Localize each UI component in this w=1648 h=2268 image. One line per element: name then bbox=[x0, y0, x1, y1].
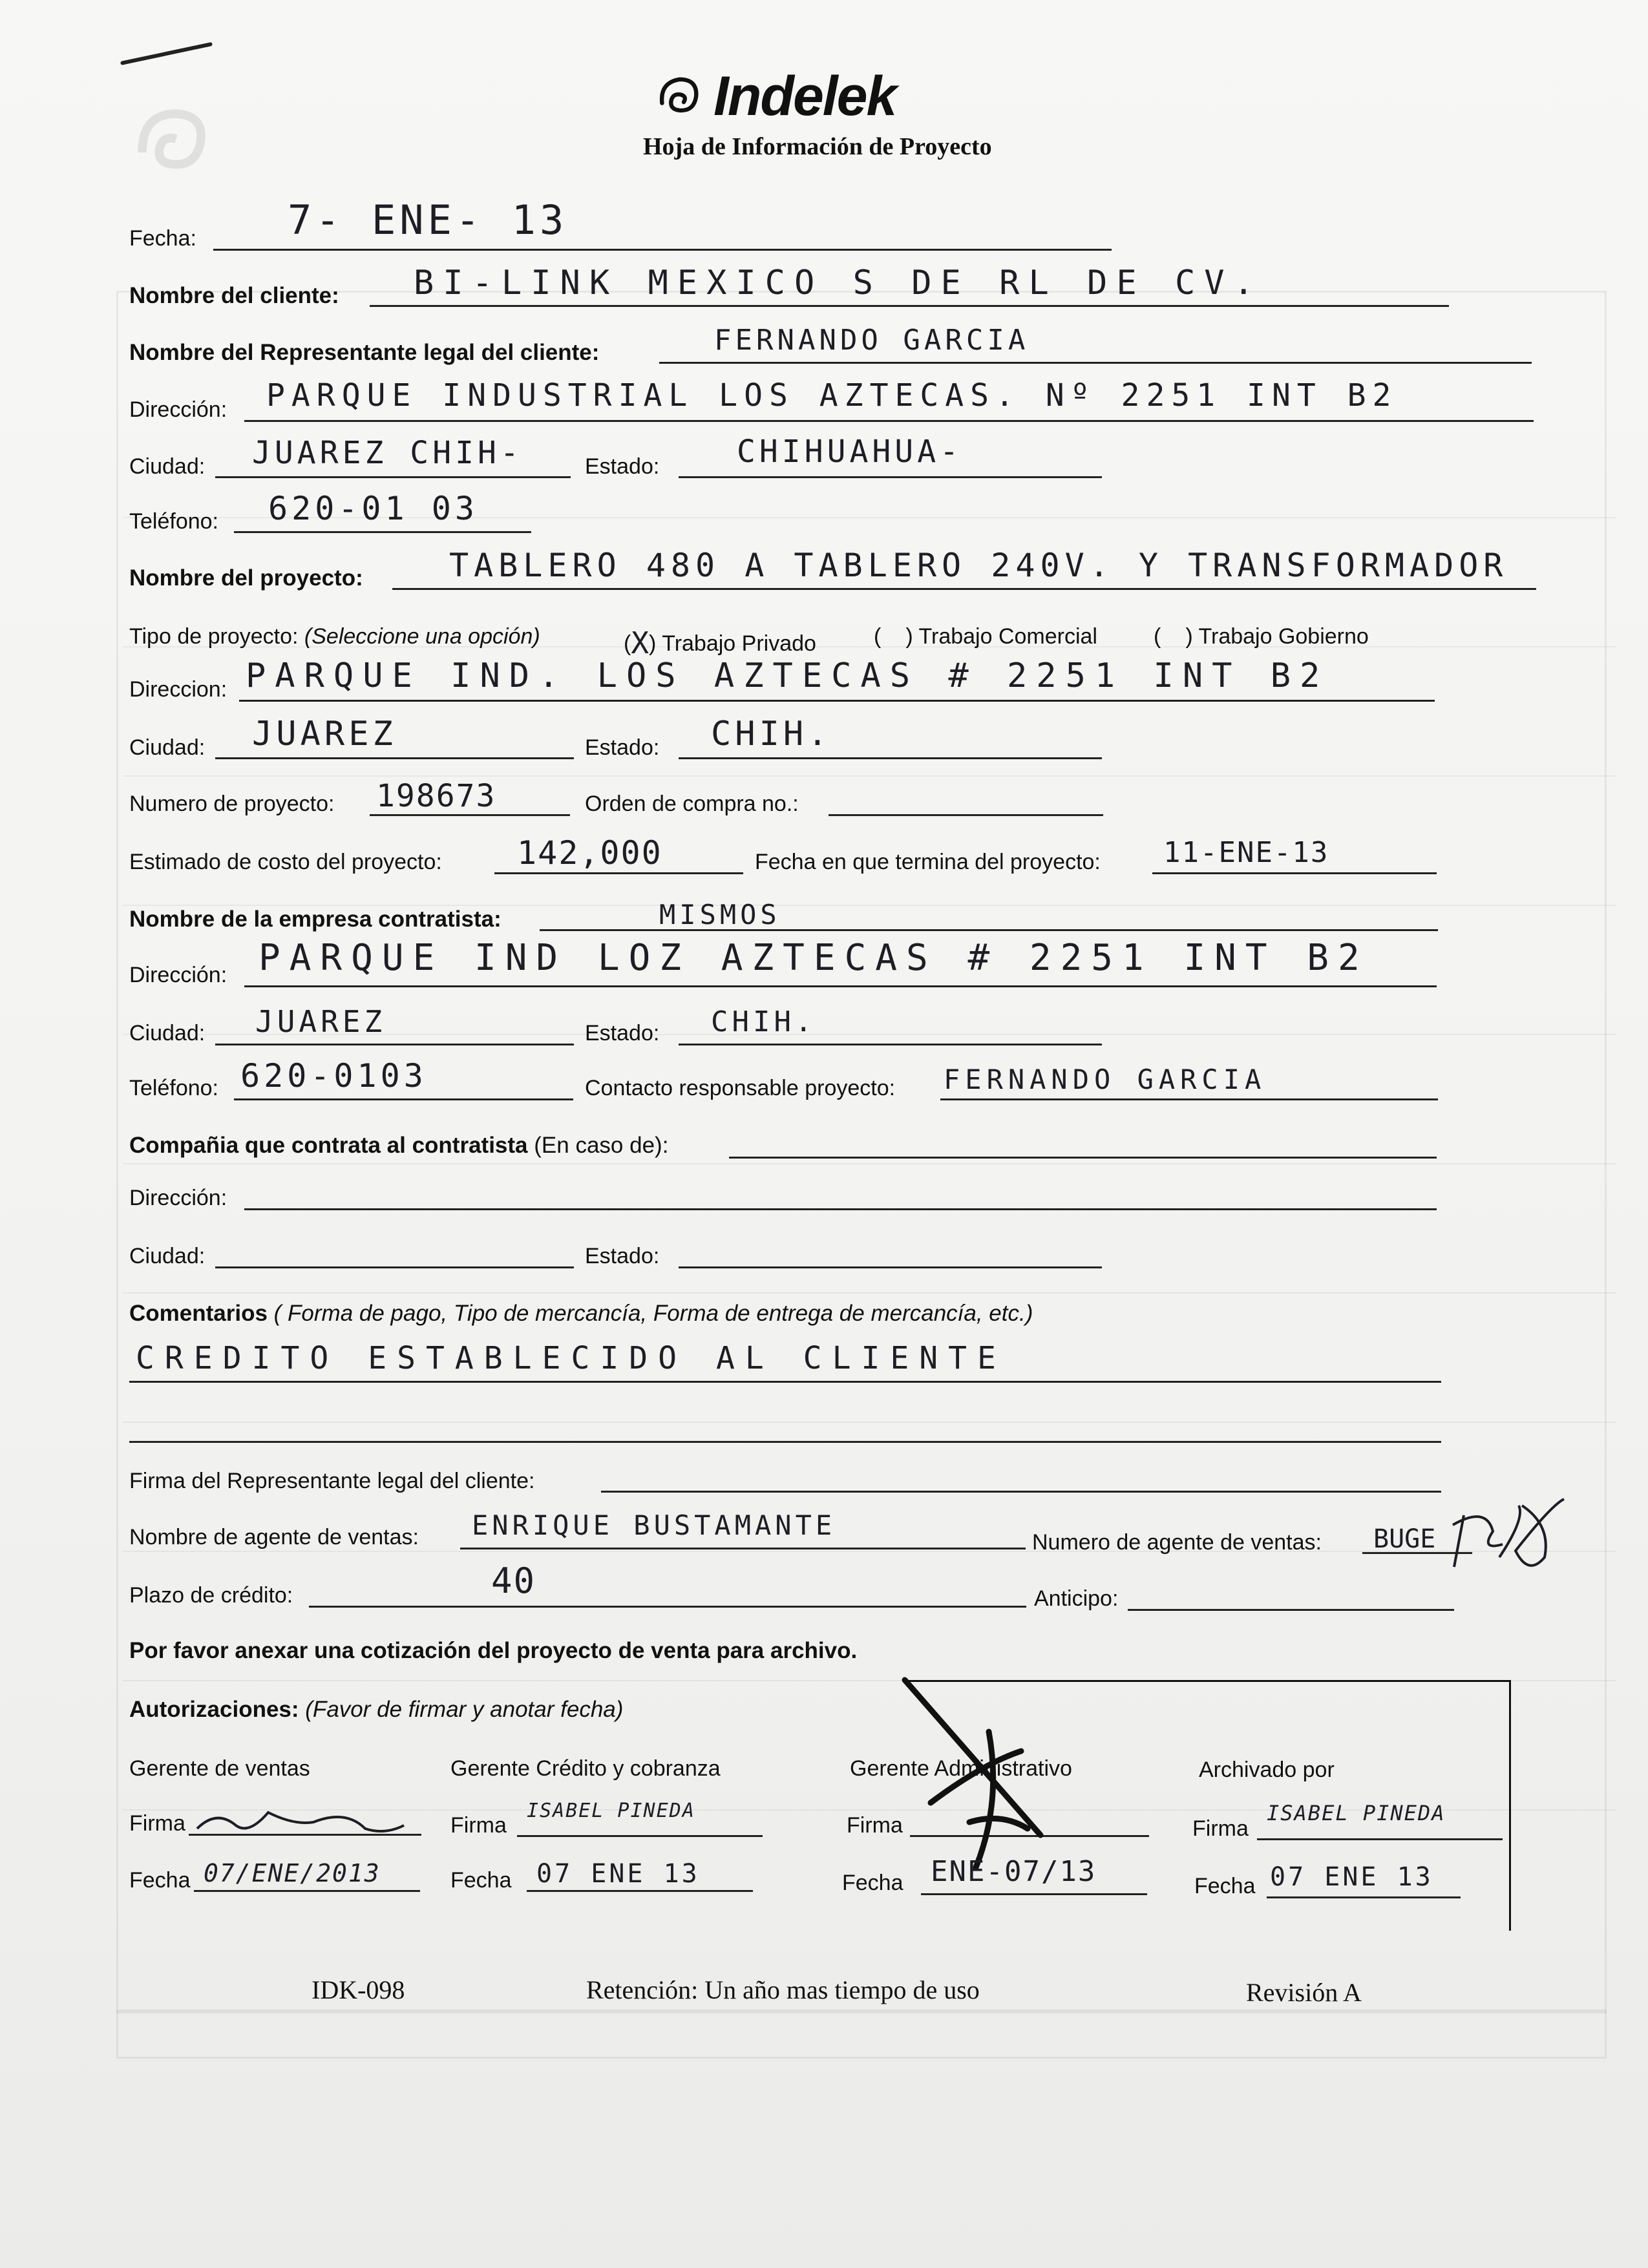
retention-note: Retención: Un año mas tiempo de uso bbox=[586, 1975, 980, 2004]
proyecto-ciudad-label: Ciudad: bbox=[129, 735, 206, 760]
indelek-swirl-icon bbox=[653, 71, 704, 123]
compania-estado-line[interactable] bbox=[679, 1266, 1102, 1268]
firma-archivado-label: Firma bbox=[1192, 1816, 1249, 1841]
contacto-value[interactable]: FERNANDO GARCIA bbox=[944, 1064, 1267, 1095]
estado-label: Estado: bbox=[585, 454, 660, 479]
gerente-ventas-label: Gerente de ventas bbox=[129, 1756, 310, 1781]
contratista-label: Nombre de la empresa contratista: bbox=[129, 907, 502, 932]
logo-text: Indelek bbox=[713, 65, 896, 127]
firma-representante-label: Firma del Representante legal del cliente: bbox=[129, 1469, 535, 1493]
contratista-telefono-line bbox=[234, 1098, 573, 1100]
plazo-value[interactable]: 40 bbox=[491, 1560, 536, 1601]
svg-text:BUGE: BUGE bbox=[1373, 1524, 1436, 1554]
firma-credito-line bbox=[517, 1835, 763, 1837]
contratista-direccion-line bbox=[244, 985, 1437, 987]
costo-label: Estimado de costo del proyecto: bbox=[129, 850, 442, 874]
cliente-line bbox=[370, 305, 1449, 307]
agente-signature bbox=[1357, 1480, 1570, 1590]
contacto-line bbox=[940, 1098, 1438, 1100]
fecha-credito-label: Fecha bbox=[450, 1868, 512, 1893]
firma-archivado-line bbox=[1257, 1838, 1503, 1840]
fecha-archivado-line bbox=[1267, 1896, 1461, 1898]
firma-credito-value[interactable]: ISABEL PINEDA bbox=[527, 1800, 695, 1822]
proyecto-label: Nombre del proyecto: bbox=[129, 565, 363, 591]
numero-agente-label: Numero de agente de ventas: bbox=[1032, 1530, 1322, 1555]
ciudad-line bbox=[215, 476, 571, 478]
direccion-label: Dirección: bbox=[129, 397, 227, 422]
tipo-option-gobierno[interactable]: ( ) Trabajo Gobierno bbox=[1154, 624, 1369, 649]
agente-label: Nombre de agente de ventas: bbox=[129, 1525, 419, 1549]
proyecto-direccion-line bbox=[239, 700, 1435, 702]
revision-label: Revisión A bbox=[1246, 1978, 1362, 2007]
anticipo-line[interactable] bbox=[1128, 1609, 1454, 1611]
contratista-estado-line bbox=[679, 1044, 1102, 1045]
fecha-credito-value[interactable]: 07 ENE 13 bbox=[536, 1859, 700, 1889]
estado-line bbox=[679, 476, 1102, 478]
proyecto-line bbox=[392, 588, 1536, 590]
direccion-value[interactable]: PARQUE INDUSTRIAL LOS AZTECAS. Nº 2251 INT B2 bbox=[266, 377, 1398, 414]
fecha-ventas-value[interactable]: 07/ENE/2013 bbox=[204, 1859, 381, 1887]
autorizaciones-label: Autorizaciones: (Favor de firmar y anotar fecha) bbox=[129, 1697, 624, 1722]
contratista-direccion-value[interactable]: PARQUE IND LOZ AZTECAS # 2251 INT B2 bbox=[259, 937, 1369, 979]
form-title: Hoja de Información de Proyecto bbox=[643, 133, 992, 160]
representante-label: Nombre del Representante legal del cliente: bbox=[129, 340, 600, 365]
fecha-administrativo-line bbox=[921, 1893, 1147, 1895]
telefono-value[interactable]: 620-01 03 bbox=[268, 490, 478, 527]
fecha-line bbox=[213, 249, 1112, 251]
contratista-ciudad-label: Ciudad: bbox=[129, 1021, 206, 1045]
comentarios-line-2[interactable] bbox=[129, 1441, 1441, 1443]
termina-value[interactable]: 11-ENE-13 bbox=[1163, 836, 1329, 869]
bleed-through-logo bbox=[123, 71, 226, 198]
bleed-through-footer-box bbox=[116, 2010, 1607, 2059]
proyecto-ciudad-line bbox=[215, 757, 574, 759]
contratista-value[interactable]: MISMOS bbox=[659, 899, 781, 930]
tipo-option-comercial[interactable]: ( ) Trabajo Comercial bbox=[874, 624, 1097, 649]
representante-line bbox=[659, 362, 1532, 364]
pen-stroke-mark bbox=[120, 42, 213, 65]
compania-estado-label: Estado: bbox=[585, 1244, 660, 1268]
representante-value[interactable]: FERNANDO GARCIA bbox=[714, 324, 1030, 357]
indelek-logo bbox=[653, 65, 896, 129]
fecha-archivado-label: Fecha bbox=[1194, 1874, 1256, 1898]
tipo-label: Tipo de proyecto: (Seleccione una opción) bbox=[129, 624, 540, 649]
costo-line bbox=[494, 872, 743, 874]
contacto-label: Contacto responsable proyecto: bbox=[585, 1076, 896, 1100]
termina-line bbox=[1152, 872, 1437, 874]
ciudad-value[interactable]: JUAREZ CHIH- bbox=[252, 435, 523, 471]
firma-representante-line[interactable] bbox=[601, 1491, 1441, 1493]
anticipo-label: Anticipo: bbox=[1034, 1586, 1119, 1611]
costo-value[interactable]: 142,000 bbox=[517, 834, 662, 872]
compania-label: Compañia que contrata al contratista (En caso de): bbox=[129, 1133, 669, 1158]
contratista-telefono-label: Teléfono: bbox=[129, 1076, 218, 1100]
fecha-ventas-line bbox=[194, 1890, 420, 1892]
agente-line bbox=[460, 1548, 1026, 1549]
contratista-ciudad-line bbox=[215, 1044, 574, 1045]
ciudad-label: Ciudad: bbox=[129, 454, 206, 479]
cliente-value[interactable]: BI-LINK MEXICO S DE RL DE CV. bbox=[414, 264, 1263, 302]
contratista-ciudad-value[interactable]: JUAREZ bbox=[255, 1004, 386, 1039]
comentarios-label: Comentarios ( Forma de pago, Tipo de mercancía, Forma de entrega de mercancía, etc.) bbox=[129, 1301, 1033, 1326]
fecha-administrativo-value[interactable]: ENE-07/13 bbox=[931, 1855, 1097, 1888]
proyecto-estado-label: Estado: bbox=[585, 735, 660, 760]
fecha-value[interactable]: 7- ENE- 13 bbox=[288, 196, 568, 244]
ventas-signature bbox=[191, 1796, 410, 1842]
compania-line[interactable] bbox=[729, 1157, 1437, 1159]
proyecto-direccion-label: Direccion: bbox=[129, 677, 227, 702]
contratista-direccion-label: Dirección: bbox=[129, 963, 227, 987]
firma-ventas-label: Firma bbox=[129, 1811, 185, 1836]
gerente-credito-label: Gerente Crédito y cobranza bbox=[450, 1756, 721, 1781]
plazo-line bbox=[309, 1606, 1026, 1608]
orden-compra-label: Orden de compra no.: bbox=[585, 792, 799, 816]
telefono-label: Teléfono: bbox=[129, 509, 218, 534]
proyecto-value[interactable]: TABLERO 480 A TABLERO 240V. Y TRANSFORMADOR bbox=[449, 547, 1508, 584]
form-code: IDK-098 bbox=[312, 1975, 405, 2004]
termina-label: Fecha en que termina del proyecto: bbox=[755, 850, 1101, 874]
firma-credito-label: Firma bbox=[450, 1813, 507, 1838]
agente-value[interactable]: ENRIQUE BUSTAMANTE bbox=[472, 1509, 836, 1541]
cliente-label: Nombre del cliente: bbox=[129, 283, 339, 308]
contratista-estado-label: Estado: bbox=[585, 1021, 660, 1045]
numero-proyecto-line bbox=[370, 814, 570, 816]
fecha-ventas-label: Fecha bbox=[129, 1868, 191, 1893]
tipo-option-privado[interactable]: (X) Trabajo Privado bbox=[624, 625, 816, 660]
firma-administrativo-label: Firma bbox=[847, 1813, 903, 1838]
compania-ciudad-label: Ciudad: bbox=[129, 1244, 206, 1268]
contratista-telefono-value[interactable]: 620-0103 bbox=[240, 1057, 427, 1095]
compania-ciudad-line[interactable] bbox=[215, 1266, 574, 1268]
comentarios-line-1[interactable] bbox=[129, 1381, 1441, 1383]
compania-direccion-label: Dirección: bbox=[129, 1186, 227, 1210]
direccion-line bbox=[244, 420, 1534, 422]
firma-archivado-value[interactable]: ISABEL PINEDA bbox=[1267, 1801, 1446, 1825]
compania-direccion-line[interactable] bbox=[244, 1208, 1437, 1210]
fecha-archivado-value[interactable]: 07 ENE 13 bbox=[1270, 1862, 1433, 1892]
proyecto-direccion-value[interactable]: PARQUE IND. LOS AZTECAS # 2251 INT B2 bbox=[246, 656, 1329, 695]
anexar-note: Por favor anexar una cotización del proyecto de venta para archivo. bbox=[129, 1638, 858, 1663]
proyecto-estado-line bbox=[679, 757, 1102, 759]
gerente-administrativo-label: Gerente Administrativo bbox=[850, 1756, 1072, 1781]
plazo-label: Plazo de crédito: bbox=[129, 1583, 293, 1608]
fecha-administrativo-label: Fecha bbox=[842, 1871, 903, 1895]
telefono-line bbox=[234, 531, 531, 533]
contratista-estado-value[interactable]: CHIH. bbox=[711, 1005, 816, 1038]
archivado-label: Archivado por bbox=[1199, 1758, 1335, 1782]
fecha-label: Fecha: bbox=[129, 226, 196, 251]
orden-compra-line bbox=[829, 814, 1103, 816]
proyecto-estado-value[interactable]: CHIH. bbox=[711, 715, 832, 753]
estado-value[interactable]: CHIHUAHUA- bbox=[737, 434, 962, 470]
comentarios-value[interactable]: CREDITO ESTABLECIDO AL CLIENTE bbox=[136, 1340, 1006, 1376]
proyecto-ciudad-value[interactable]: JUAREZ bbox=[252, 715, 397, 753]
numero-proyecto-label: Numero de proyecto: bbox=[129, 792, 335, 816]
numero-proyecto-value[interactable]: 198673 bbox=[376, 778, 496, 814]
fecha-credito-line bbox=[527, 1890, 753, 1892]
